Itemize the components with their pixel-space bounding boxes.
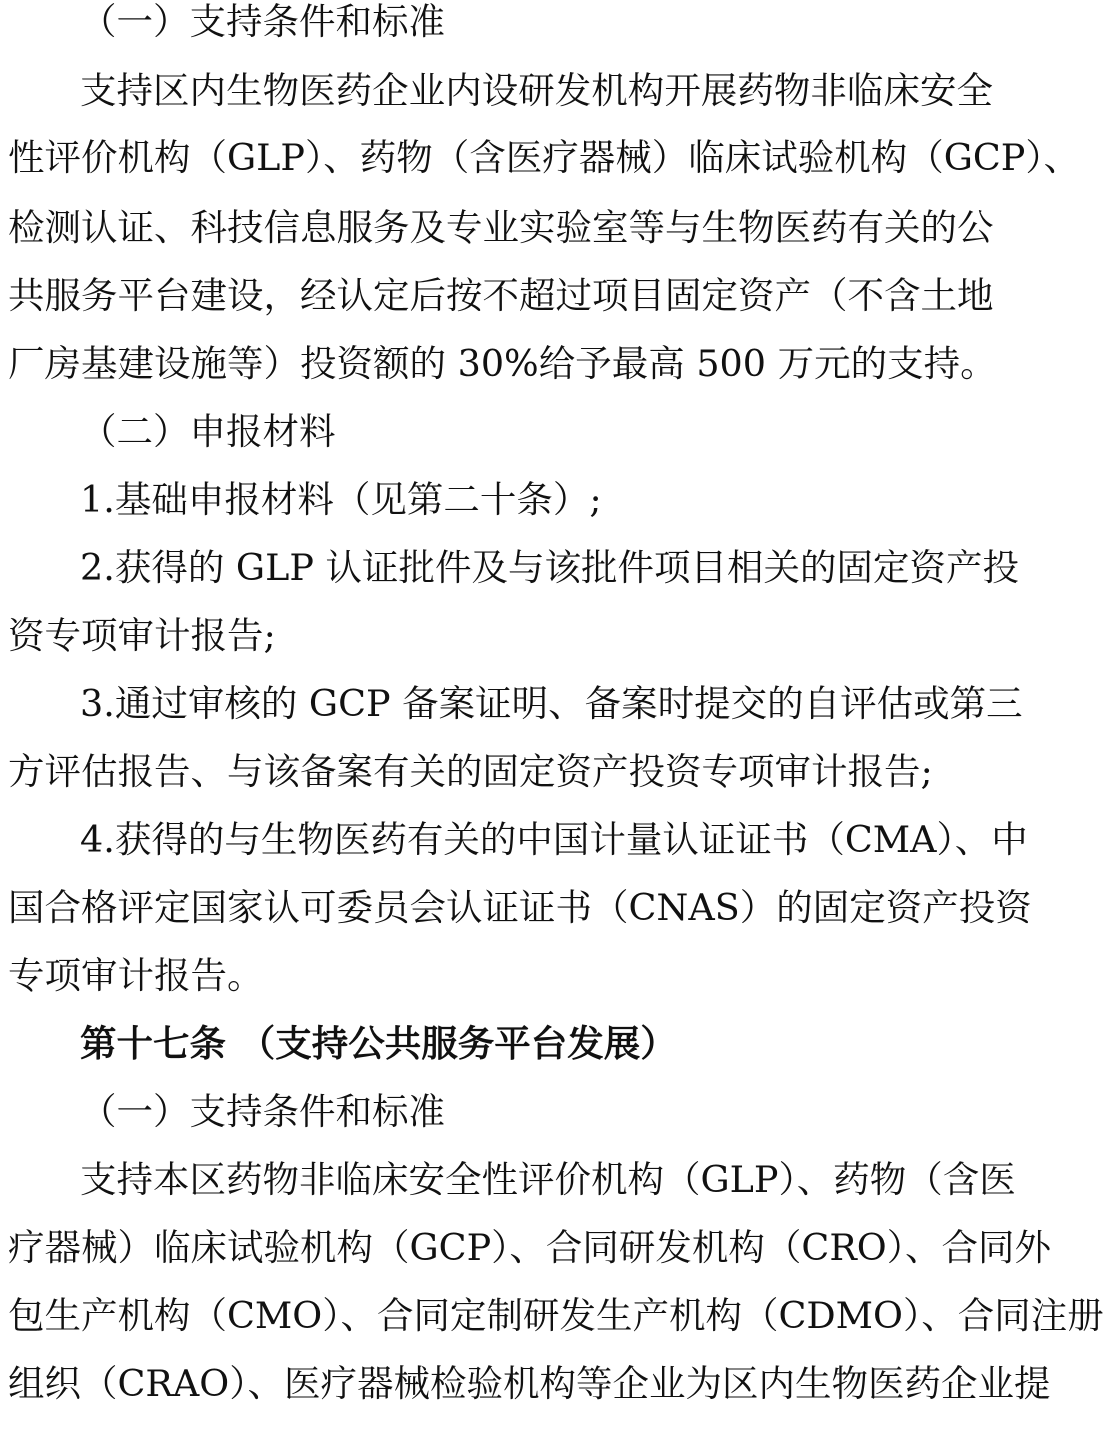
list-item: 2.获得的 GLP 认证批件及与该批件项目相关的固定资产投 [80, 546, 1019, 589]
paragraph-line: 支持本区药物非临床安全性评价机构（GLP）、药物（含医 [80, 1158, 1016, 1201]
paragraph-line: 疗器械）临床试验机构（GCP）、合同研发机构（CRO）、合同外 [8, 1226, 1051, 1269]
list-item: 3.通过审核的 GCP 备案证明、备案时提交的自评估或第三 [80, 682, 1023, 725]
paragraph-line: 厂房基建设施等）投资额的 30%给予最高 500 万元的支持。 [8, 342, 997, 385]
paragraph-line: 检测认证、科技信息服务及专业实验室等与生物医药有关的公 [8, 206, 994, 249]
list-item-continuation: 专项审计报告。 [8, 954, 264, 997]
list-item: 4.获得的与生物医药有关的中国计量认证证书（CMA）、中 [80, 818, 1028, 861]
list-item-continuation: 方评估报告、与该备案有关的固定资产投资专项审计报告; [8, 750, 933, 793]
list-item-continuation: 资专项审计报告; [8, 614, 276, 657]
article-title: 第十七条 （支持公共服务平台发展） [80, 1022, 677, 1065]
section-heading: （二）申报材料 [80, 410, 336, 453]
paragraph-line: 共服务平台建设，经认定后按不超过项目固定资产（不含土地 [8, 274, 994, 317]
paragraph-line: 性评价机构（GLP）、药物（含医疗器械）临床试验机构（GCP）、 [8, 136, 1081, 179]
paragraph-line: 包生产机构（CMO）、合同定制研发生产机构（CDMO）、合同注册 [8, 1294, 1104, 1337]
section-heading: （一）支持条件和标准 [80, 0, 445, 43]
list-item-continuation: 国合格评定国家认可委员会认证证书（CNAS）的固定资产投资 [8, 886, 1032, 929]
paragraph-line: 支持区内生物医药企业内设研发机构开展药物非临床安全 [80, 69, 993, 112]
paragraph-line: 组织（CRAO）、医疗器械检验机构等企业为区内生物医药企业提 [8, 1362, 1051, 1405]
list-item: 1.基础申报材料（见第二十条）; [80, 478, 602, 521]
section-heading: （一）支持条件和标准 [80, 1090, 445, 1133]
